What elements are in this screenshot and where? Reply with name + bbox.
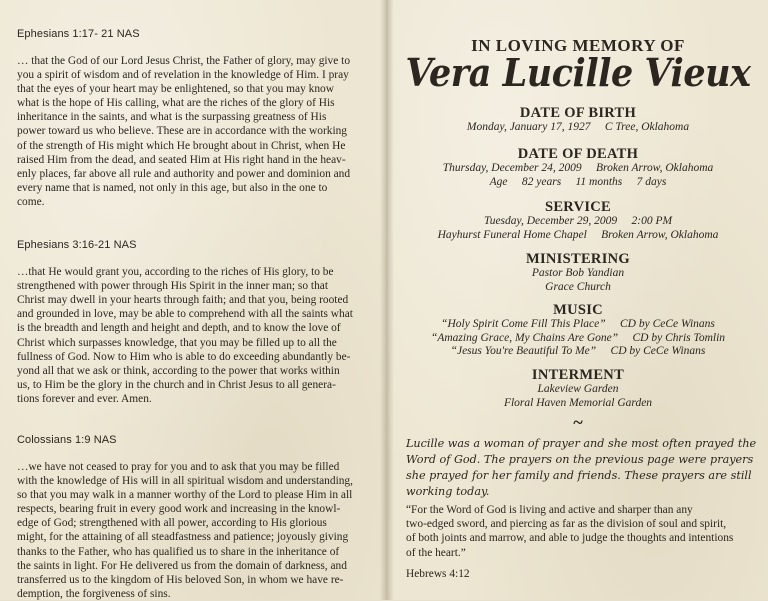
passage-colossians-1 [17, 434, 366, 601]
divider-tilde: ~ [573, 412, 583, 432]
passage-ephesians-1 [17, 28, 366, 209]
section-line: Lakeview Garden [537, 383, 619, 395]
passage-reference: Ephesians 3:16-21 NAS [17, 239, 137, 252]
section-line: Hayhurst Funeral Home Chapel Broken Arrow, Oklahoma [437, 228, 719, 241]
right-page [388, 0, 768, 600]
section-line: “Jesus You're Beautiful To Me” CD by CeCe Winans [450, 345, 706, 358]
section-line: Pastor Bob Yandian [531, 267, 625, 279]
passage-reference: Colossians 1:9 NAS [17, 433, 117, 446]
section-title: MINISTERING [525, 251, 630, 267]
passage-text: …that He would grant you, according to the riches of His glory, to be strengthened with power through His Spirit in the inner man; so that Christ may dwell in your hearts through faith; and that you, being rooted and grounded in love, may be able to comprehend with all the saints what is the breadth and length and height and depth, and to know the love of Christ which surpasses knowledge, that you may be filled up to all the fullness of God. Now to Him who is able to do exceeding abundantly be- yond all that we ask or think, according to the power that works within us, to Him be the glory in the church and in Christ Jesus to all genera- tions forever and ever. Amen. [17, 266, 353, 405]
section-title: DATE OF DEATH [517, 146, 639, 162]
section-music [388, 302, 768, 359]
section-line: Thursday, December 24, 2009 Broken Arrow, Oklahoma [442, 162, 714, 174]
section-date-of-birth [388, 105, 768, 135]
passage-text: …we have not ceased to pray for you and to ask that you may be filled with the knowledge of His will in all spiritual wisdom and understanding, so that you may walk in a manner worthy of the Lord to please Him in all respects, bearing fruit in every good work and increasing in the knowl- edge of God; strengthened with all power, according to His glorious might, for the attaining of all steadfastness and patience; joyously giving thanks to the Father, who has qualified us to share in the inheritance of the saints in light. For He delivered us from the domain of darkness, and transferred us to the kingdom of His beloved Son, in whom we have re- demption, the forgiveness of sins. [17, 460, 353, 600]
quote-citation: Hebrews 4:12 [406, 568, 470, 580]
section-line: “Holy Spirit Come Fill This Place” CD by CeCe Winans [441, 318, 715, 330]
section-service [388, 199, 768, 242]
section-date-of-death [388, 146, 768, 189]
section-line: Floral Haven Memorial Garden [503, 396, 653, 409]
section-interment [388, 367, 768, 410]
section-title: MUSIC [553, 302, 603, 318]
section-line: Age 82 years 11 months 7 days [489, 175, 667, 188]
section-line: “Amazing Grace, My Chains Are Gone” CD by Chris Tomlin [430, 331, 726, 344]
section-title: INTERMENT [531, 367, 625, 383]
passage-reference: Ephesians 1:17- 21 NAS [17, 28, 140, 40]
passage-ephesians-3 [17, 239, 366, 406]
page-fold [380, 0, 394, 600]
section-title: SERVICE [544, 199, 612, 215]
passage-text: … that the God of our Lord Jesus Christ, the Father of glory, may give to you a spirit of wisdom and of revelation in the knowledge of Him. I pray that the eyes of your heart may be enlightened, so that you may know what is the hope of His calling, what are the riches of the glory of His inheritance in the saints, and what is the surpassing greatness of His power toward us who believe. These are in accordance with the working of the strength of His might which He brought about in Christ, when He raised Him from the dead, and seated Him at His right hand in the heav- enly places, far above all rule and authority and power and dominion and every name that is named, not only in this age, but also in the one to come. [17, 55, 351, 208]
tribute-text: Lucille was a woman of prayer and she most often prayed the Word of God. The prayers on the previous page were prayers she prayed for her family and friends. These prayers are still working today. [406, 437, 757, 498]
section-line: Grace Church [545, 280, 611, 293]
scripture-quote: “For the Word of God is living and active and sharper than any two-edged sword, and piercing as far as the division of soul and spirit, of both joints and marrow, and able to judge the thoughts and intentions of the heart.” [406, 504, 734, 559]
section-ministering [388, 251, 768, 294]
memorial-heading: IN LOVING MEMORY OF [471, 36, 685, 55]
section-line: Monday, January 17, 1927 C Tree, Oklahoma [466, 121, 690, 133]
section-line: Tuesday, December 29, 2009 2:00 PM [483, 215, 673, 227]
section-title: DATE OF BIRTH [519, 105, 637, 121]
deceased-name: Vera Lucille Vieux [405, 50, 751, 95]
